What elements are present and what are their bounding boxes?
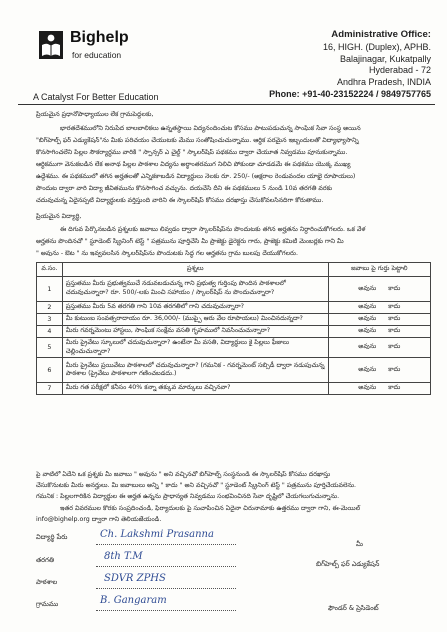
- paragraph-line: అర్హతను పొందినచో " స్టూడెంట్ స్క్రీనింగ్ టెస్ట్ " పత్రమును పూర్తిచేసి మీ ప్రాజెక్టు డైరెక్టరు గారు, ప్రాజెక్టు కమిటీ మెంబర్లకు గాని మీ: [36, 238, 344, 245]
- row-number: 1: [37, 277, 63, 302]
- closing-yours: మీ: [356, 540, 363, 548]
- table-row: [37, 383, 431, 395]
- paragraph-line: కొనసాగించలేని పిల్లల సౌకర్యార్థము వారికి " స్పాన్సర్ ఎ చైల్డ్ " స్కాలర్‌షిప్ పథకము ద్వారా చేయూత నివ్వడము పూనుకున్నాము.: [36, 149, 348, 156]
- paragraph-line: ఉద్దేశము. ఈ పథకములో తగిన అర్హతలతో ఎన్నికకాబడిన విద్యార్థులు నెలకు రూ. 250/- (అక్షరాల రెండువందల యాభై రూపాయలు): [36, 173, 356, 180]
- address-line: 16, HIGH. (Duplex), APHB.: [322, 42, 431, 53]
- answer-options: [328, 302, 430, 314]
- answer-yes[interactable]: అవును: [358, 384, 377, 392]
- answer-yes[interactable]: అవును: [358, 284, 377, 292]
- answer-yes[interactable]: అవును: [358, 303, 377, 310]
- paragraph-line: "బిగ్‌హెల్ప్ ఫర్ ఎడ్యుకేషన్"ను మీకు పరిచయం చేయుటకు మేము సంతోషించుచున్నాము. ఆర్థిక పరమైన ఇబ్బందులతో విద్యాభ్యాసాన్ని: [36, 137, 359, 144]
- row-number: 3: [37, 314, 63, 326]
- field-value-student-name[interactable]: Ch. Lakshmi Prasanna: [100, 529, 214, 540]
- salutation-student: ప్రియమైన విద్యార్థి,: [36, 213, 82, 220]
- answer-options: [328, 326, 430, 338]
- office-heading: Administrative Office:: [331, 29, 431, 40]
- field-value-village[interactable]: B. Gangaram: [100, 595, 167, 606]
- question-text: మీరు గవర్నమెంటు హాస్టలు, సాంఘిక సంక్షేమ వసతి గృహములో నివసించుచున్నారా?: [62, 326, 328, 338]
- question-text: మీ కుటుంబ సంవత్సరాదాయం రూ. 36,000/- (ముప్పై ఆరు వేల రూపాయలు) మించినదున్నదా?: [62, 314, 328, 326]
- answer-no[interactable]: కాదు: [388, 284, 401, 292]
- field-label-student-name: విద్యార్థి పేరు: [36, 533, 68, 541]
- answer-no[interactable]: కాదు: [388, 327, 401, 334]
- row-number: 6: [37, 358, 63, 383]
- note-line: చేసుకొనుటకు మీరు అనర్హులు. మీ జవాబులు అన్ని " కాదు " అని వచ్చినచో " స్టూడెంట్ స్క్రీనింగ్ టెస్ట్ " పత్రమును పూర్తిచేయవలెను.: [36, 482, 357, 489]
- table-row: [37, 314, 431, 326]
- paragraph-line: ఈ దిగువ పేర్కొనబడిన ప్రశ్నలకు జవాబు లివ్వడం ద్వారా స్కాలర్‌షిప్‌ను పొందుటకు తగిన అర్హతను నిర్ధారించుకోగలరు. ఒక వేళ: [60, 226, 366, 233]
- column-header: వ.సం.: [37, 263, 63, 277]
- note-line: info@bighelp.org ద్వారా గాని తెలియజేయండి.: [36, 516, 162, 523]
- answer-no[interactable]: కాదు: [388, 343, 401, 351]
- question-text: మీరు గత పరీక్షలో కనీసం 40% కన్నా తక్కువ మార్కులు వచ్చినవా?: [62, 383, 328, 395]
- note-line: ఇతర వివరముల కొరకు సంప్రదించండి, ఫిర్యాదులకు పై సుచాపించిన ఏదైనా చిరునామాకు ఉత్తరము ద్వారా గాని, ఈ-మెయిల్: [60, 505, 361, 512]
- answer-options: [328, 383, 430, 395]
- field-underline: [96, 610, 236, 611]
- note-line: గమనిక : పిల్లలగారికిన విద్యార్థుల ఈ అర్హత ఉన్నను ప్రాధాన్యత నివ్వడము సంభవించినది సేవా దృష్టిలో చేయగలుగుచున్నాను.: [36, 493, 340, 500]
- paragraph-line: " అవును - ఔట " ను ఇవ్వవలసిన స్కాలర్‌షిప్‌ను పొందుటకు సిద్ధ గల అర్హతను గ్రామ బులపు దేయుకోగలరు.: [36, 250, 298, 257]
- row-number: 4: [37, 326, 63, 338]
- closing-organization: బిగ్‌హెల్ప్ ఫర్ ఎడ్యుకేషన్: [316, 560, 380, 568]
- answer-no[interactable]: కాదు: [388, 315, 401, 322]
- paragraph-line: భారతదేశములోని నిరుపేద బాలబాలికలు ఉన్నతస్థాయి విద్యనందించుట కోసము పాటుపడుచున్న సాంఘిక సేవా సంస్థ అయిన: [60, 125, 361, 132]
- answer-options: [328, 314, 430, 326]
- answer-no[interactable]: కాదు: [388, 384, 401, 392]
- table-row: [37, 358, 431, 383]
- brand-subtitle: for education: [72, 50, 122, 60]
- office-phone: Phone: +91-40-23152224 / 9849757765: [269, 89, 431, 100]
- field-underline: [96, 588, 236, 589]
- field-value-class[interactable]: 8th T.M: [104, 551, 143, 562]
- answer-options: [328, 277, 430, 302]
- column-header: ప్రశ్నలు: [62, 263, 328, 277]
- column-header: జవాబు పై గుర్తు పెట్టాలి: [328, 263, 430, 277]
- address-line: Andhra Pradesh, INDIA: [336, 76, 431, 87]
- field-underline: [96, 566, 236, 567]
- question-text: ప్రస్తుతము మీరు 5వ తరగతి గాని 10వ తరగతిలో గాని చదువుచున్నారా?: [62, 302, 328, 314]
- question-text: మీరు ప్రైవేటు ప్రయివేటు పాఠశాలలో చదువుచున్నారా? (గమనిక - గవర్నమెంట్ సబ్సిడీ ద్వారా నడుపుచున్న పాఠశాల (ప్రైవేటు పాఠశాలగా గణించబడదు.): [62, 358, 328, 383]
- table-header-row: [37, 263, 431, 277]
- office-address-block: [261, 29, 431, 100]
- header-divider: [18, 104, 435, 105]
- field-label-class: తరగతి: [36, 556, 55, 564]
- answer-yes[interactable]: అవును: [358, 365, 377, 373]
- tagline: A Catalyst For Better Education: [33, 92, 159, 102]
- paragraph-line: ఆర్థికముగా వెనుకబడిన లేక అనాథ పిల్లల పాఠశాల విద్యను అర్థాంతరముగ నిలిచి పోకుండా చూడడమే ఈ పథకము యొక్క ముఖ్య: [36, 161, 351, 168]
- question-text: మీరు ప్రైవేటు స్కూలులో చదువుచున్నారా? ఉంటేనా మీ వసతి, విద్యార్థులు కై పిల్లలు ఫీజులు చెల్లించుచున్నారా?: [62, 338, 328, 358]
- answer-options: [328, 358, 430, 383]
- note-line: పై వాటిలో ఏదేని ఒక ప్రశ్నకు మీ జవాబు " అవును " అని వచ్చినచో బిగ్‌హెల్ప్ సంస్థనుండి ఈ స్కాలర్‌షిప్ కోసము దరఖాస్తు: [36, 471, 331, 478]
- paragraph-line: చదువుచున్న ఏదైనప్పటి విద్యార్థులకు వర్తిస్తుంది వారిని ఈ స్కాలర్‌షిప్ కోసము దరఖాస్తు చేసుకోవలసినదిగా కోరుతాము.: [36, 197, 324, 204]
- answer-no[interactable]: కాదు: [388, 365, 401, 373]
- bighelp-logo-icon: [38, 30, 64, 60]
- address-line: Hyderabad - 72: [368, 65, 431, 76]
- question-text: ప్రస్తుతము మీరు ప్రభుత్వముచే నడువబడుచున్న గాని ప్రభుత్వ గుర్తింపు పొందిన పాఠశాలలో చదువుచున్నారా? రూ. 500/-లకు మించి సహాయం / స్కాలర్‌షిప్ ను పొందుచున్నారా?: [62, 277, 328, 302]
- paragraph-line: పొందుట ద్వారా వారి విద్యా జీవితమును కొనసాగించ వచ్చును. దయచేసి దీని ఈ పథకములు 5 నుండి 10వ తరగతి వరకు: [36, 185, 333, 192]
- address-line: Balajinagar, Kukatpally: [339, 53, 431, 64]
- table-row: [37, 326, 431, 338]
- table-row: [37, 338, 431, 358]
- field-value-school[interactable]: SDVR ZPHS: [104, 573, 166, 584]
- field-underline: [96, 544, 236, 545]
- answer-yes[interactable]: అవును: [358, 327, 377, 334]
- row-number: 7: [37, 383, 63, 395]
- table-row: [37, 302, 431, 314]
- closing-designation: ఫౌండర్ & ప్రెసిడెంట్: [328, 604, 379, 612]
- row-number: 5: [37, 338, 63, 358]
- answer-yes[interactable]: అవును: [358, 315, 377, 322]
- answer-options: [328, 338, 430, 358]
- eligibility-table: [36, 262, 431, 395]
- answer-no[interactable]: కాదు: [388, 303, 401, 310]
- salutation-headmaster: ప్రియమైన ప్రధానోపాధ్యాయుల లేక గ్రామపెద్దలకు,: [36, 111, 154, 118]
- brand-name: Bighelp: [70, 29, 129, 46]
- field-label-village: గ్రామము: [36, 600, 59, 608]
- field-label-school: పాఠశాల: [36, 578, 58, 586]
- row-number: 2: [37, 302, 63, 314]
- table-row: [37, 277, 431, 302]
- answer-yes[interactable]: అవును: [358, 343, 377, 351]
